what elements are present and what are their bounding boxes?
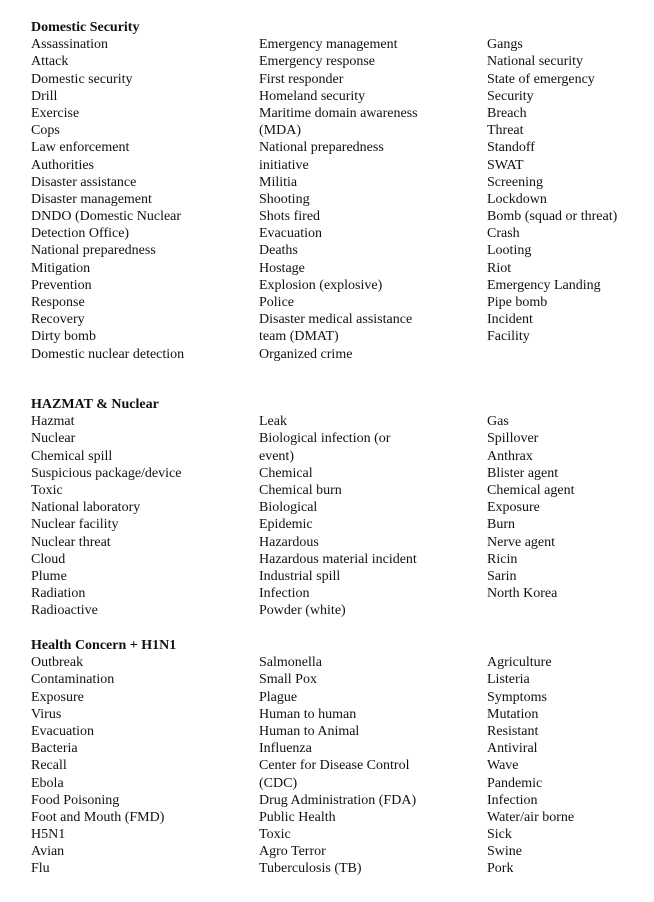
keyword-term: Virus	[31, 706, 62, 722]
keyword-term: Biological infection (or	[259, 431, 391, 447]
keyword-term: Hazmat	[31, 414, 75, 430]
keyword-columns	[31, 654, 641, 884]
keyword-term: DNDO (Domestic Nuclear	[31, 209, 182, 225]
keyword-term: Screening	[487, 174, 543, 190]
keyword-term: Chemical burn	[259, 482, 342, 498]
keyword-term: Infection	[259, 586, 310, 602]
keyword-term: Public Health	[259, 809, 336, 825]
keyword-term: Hostage	[259, 260, 305, 276]
keyword-term: (CDC)	[259, 775, 298, 791]
keyword-term: National laboratory	[31, 500, 141, 516]
keyword-term: Domestic nuclear detection	[31, 346, 185, 362]
keyword-term: Blister agent	[487, 465, 559, 481]
keyword-term: Hazardous material incident	[259, 551, 417, 567]
keyword-term: Exposure	[31, 689, 84, 705]
keyword-term: Looting	[487, 243, 532, 259]
keyword-term: Homeland security	[259, 88, 366, 104]
keyword-column-3	[487, 36, 617, 345]
keyword-term: Evacuation	[259, 226, 322, 242]
keyword-term: Disaster management	[31, 191, 152, 207]
keyword-term: Flu	[31, 861, 50, 877]
keyword-term: Authorities	[31, 157, 94, 173]
section-title: HAZMAT & Nuclear	[31, 397, 159, 412]
keyword-term: Powder (white)	[259, 603, 346, 619]
keyword-column-1	[31, 654, 164, 877]
keyword-term: Salmonella	[259, 655, 322, 671]
keyword-term: Domestic security	[31, 71, 133, 87]
keyword-term: Mitigation	[31, 260, 91, 276]
keyword-term: State of emergency	[487, 71, 595, 87]
keyword-term: Mutation	[487, 706, 539, 722]
keyword-term: Exposure	[487, 500, 540, 516]
keyword-term: Biological	[259, 500, 318, 516]
keyword-term: Industrial spill	[259, 568, 341, 584]
keyword-term: Evacuation	[31, 723, 94, 739]
keyword-term: Contamination	[31, 672, 115, 688]
keyword-term: Suspicious package/device	[31, 465, 182, 481]
keyword-term: event)	[259, 448, 294, 464]
keyword-term: Attack	[31, 54, 69, 70]
keyword-term: Organized crime	[259, 346, 353, 362]
keyword-term: Center for Disease Control	[259, 758, 410, 774]
keyword-term: Breach	[487, 105, 527, 121]
keyword-term: Cloud	[31, 551, 66, 567]
keyword-columns	[31, 413, 641, 623]
keyword-term: Human to human	[259, 706, 357, 722]
keyword-term: Pork	[487, 861, 514, 877]
keyword-term: Security	[487, 88, 534, 104]
keyword-term: Emergency response	[259, 54, 375, 70]
keyword-term: National preparedness	[31, 243, 156, 259]
keyword-column-3	[487, 413, 574, 602]
keyword-term: Human to Animal	[259, 723, 360, 739]
keyword-term: Pandemic	[487, 775, 543, 791]
keyword-term: Dirty bomb	[31, 329, 96, 345]
section-health-concern	[31, 637, 641, 884]
keyword-term: Emergency Landing	[487, 277, 601, 293]
keyword-term: Shots fired	[259, 209, 321, 225]
keyword-term: Drug Administration (FDA)	[259, 792, 417, 808]
keyword-term: Detection Office)	[31, 226, 130, 242]
section-title: Domestic Security	[31, 20, 140, 35]
keyword-term: Nuclear	[31, 431, 76, 447]
keyword-term: Pipe bomb	[487, 295, 548, 310]
keyword-term: Facility	[487, 329, 530, 345]
keyword-term: Disaster assistance	[31, 174, 137, 190]
keyword-column-2	[259, 654, 416, 877]
keyword-term: Avian	[31, 844, 65, 860]
keyword-columns	[31, 36, 641, 366]
keyword-term: Agriculture	[487, 655, 552, 671]
keyword-term: Radioactive	[31, 603, 98, 619]
keyword-term: Militia	[259, 174, 298, 190]
keyword-term: Bacteria	[31, 741, 78, 757]
keyword-term: Swine	[487, 844, 522, 860]
keyword-term: Hazardous	[259, 534, 319, 550]
section-domestic-security	[31, 19, 641, 366]
keyword-term: Recall	[31, 758, 67, 774]
keyword-term: Exercise	[31, 105, 80, 121]
keyword-term: Ricin	[487, 551, 518, 567]
section-hazmat-nuclear	[31, 396, 641, 623]
keyword-term: Nerve agent	[487, 534, 556, 550]
keyword-term: Nuclear threat	[31, 534, 111, 550]
keyword-term: Response	[31, 295, 85, 310]
keyword-term: Cops	[31, 123, 60, 139]
keyword-term: Bomb (squad or threat)	[487, 209, 618, 225]
keyword-term: SWAT	[487, 157, 524, 173]
keyword-term: Outbreak	[31, 655, 84, 671]
keyword-term: Plume	[31, 568, 67, 584]
keyword-term: Foot and Mouth (FMD)	[31, 809, 165, 825]
keyword-term: Spillover	[487, 431, 539, 447]
keyword-term: Agro Terror	[259, 844, 326, 860]
keyword-term: Drill	[31, 88, 58, 104]
keyword-term: Prevention	[31, 277, 92, 293]
keyword-term: Riot	[487, 260, 512, 276]
keyword-term: Antiviral	[487, 741, 538, 757]
keyword-term: Water/air borne	[487, 809, 575, 825]
keyword-term: Maritime domain awareness	[259, 105, 418, 121]
keyword-term: Influenza	[259, 741, 312, 757]
keyword-term: Sick	[487, 827, 512, 843]
keyword-term: Burn	[487, 517, 515, 533]
keyword-term: team (DMAT)	[259, 329, 339, 345]
keyword-term: (MDA)	[259, 123, 301, 139]
keyword-term: Wave	[487, 758, 519, 774]
keyword-term: Tuberculosis (TB)	[259, 861, 362, 877]
keyword-term: Gangs	[487, 37, 523, 53]
keyword-term: Standoff	[487, 140, 535, 156]
keyword-term: Emergency management	[259, 37, 398, 53]
keyword-term: Chemical agent	[487, 482, 575, 498]
keyword-term: Shooting	[259, 191, 310, 207]
keyword-term: First responder	[259, 71, 344, 87]
keyword-term: National security	[487, 54, 584, 70]
keyword-term: Sarin	[487, 568, 517, 584]
keyword-term: Law enforcement	[31, 140, 130, 156]
keyword-term: Assassination	[31, 37, 108, 53]
keyword-column-1	[31, 413, 181, 619]
keyword-term: Infection	[487, 792, 538, 808]
keyword-term: Nuclear facility	[31, 517, 119, 533]
keyword-term: Disaster medical assistance	[259, 312, 413, 328]
keyword-term: Small Pox	[259, 672, 317, 688]
keyword-term: Incident	[487, 312, 533, 328]
keyword-term: Chemical spill	[31, 448, 113, 464]
keyword-term: Symptoms	[487, 689, 547, 705]
keyword-term: Epidemic	[259, 517, 313, 533]
keyword-term: Anthrax	[487, 448, 533, 464]
keyword-term: Police	[259, 295, 294, 310]
keyword-column-2	[259, 413, 417, 619]
keyword-term: initiative	[259, 157, 309, 173]
keyword-term: Resistant	[487, 723, 539, 739]
keyword-column-2	[259, 36, 418, 363]
keyword-column-1	[31, 36, 184, 363]
keyword-term: Leak	[259, 414, 287, 430]
keyword-term: Listeria	[487, 672, 530, 688]
keyword-column-3	[487, 654, 574, 877]
keyword-term: Toxic	[259, 827, 291, 843]
keyword-term: Plague	[259, 689, 298, 705]
keyword-term: Gas	[487, 414, 509, 430]
keyword-term: Ebola	[31, 775, 64, 791]
keyword-term: Deaths	[259, 243, 298, 259]
keyword-term: Toxic	[31, 482, 63, 498]
keyword-term: Threat	[487, 123, 524, 139]
keyword-term: National preparedness	[259, 140, 384, 156]
keyword-term: Recovery	[31, 312, 85, 328]
section-title: Health Concern + H1N1	[31, 638, 177, 653]
keyword-term: Explosion (explosive)	[259, 277, 383, 293]
keyword-term: Chemical	[259, 465, 313, 481]
keyword-term: H5N1	[31, 827, 66, 843]
keyword-term: Radiation	[31, 586, 86, 602]
keyword-term: North Korea	[487, 586, 558, 602]
keyword-term: Crash	[487, 226, 520, 242]
keyword-term: Lockdown	[487, 191, 547, 207]
keyword-term: Food Poisoning	[31, 792, 120, 808]
